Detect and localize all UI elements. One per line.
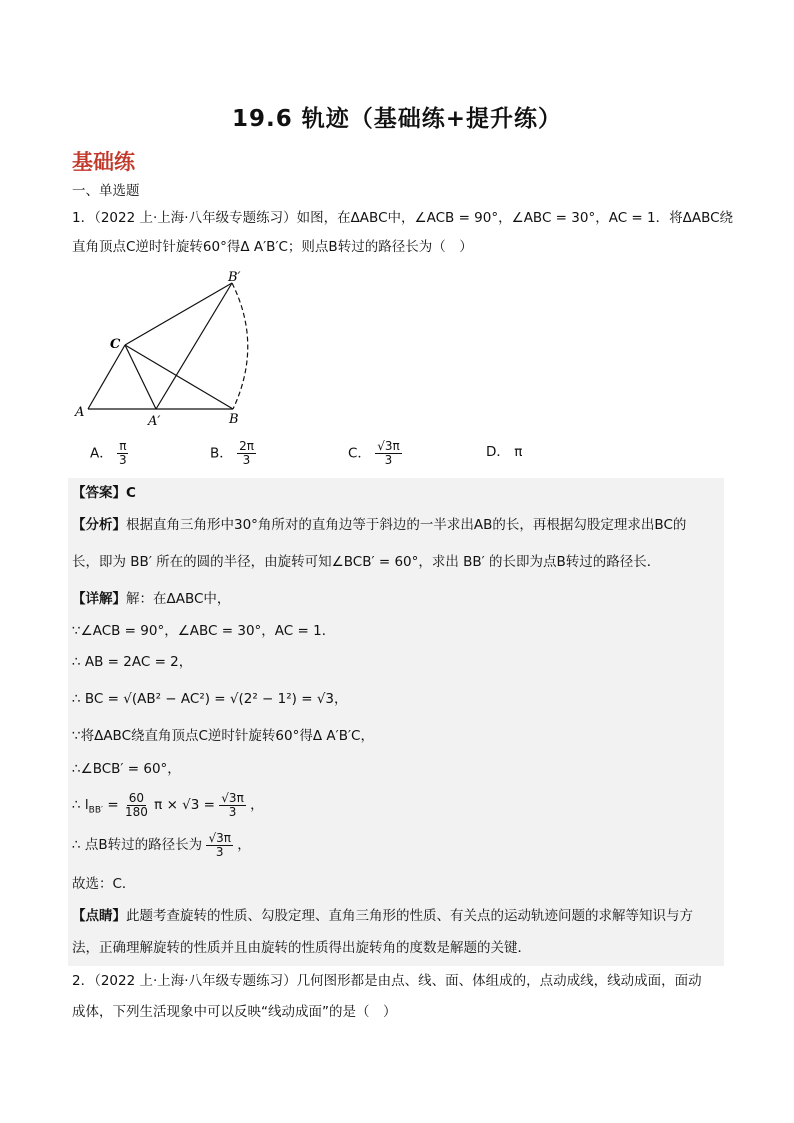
analysis-line2: 长，即为 BB′ 所在的圆的半径，由旋转可知∠BCB′ = 60°，求出 BB′ 的长即为点B转过的路径长． bbox=[72, 554, 661, 570]
detail-intro: 【详解】解：在ΔABC中， bbox=[72, 591, 231, 607]
label-C: C bbox=[110, 337, 121, 352]
label-B-prime: B′ bbox=[228, 270, 241, 285]
segment-A-prime-B-prime bbox=[156, 283, 232, 409]
detail-step-3: ∴ BC = √(AB² − AC²) = √(2² − 1²) = √3， bbox=[72, 691, 348, 707]
section-title: 基础练 bbox=[72, 150, 135, 174]
label-B: B bbox=[229, 412, 239, 427]
comment-line2: 法，正确理解旋转的性质并且由旋转的性质得出旋转角的度数是解题的关键． bbox=[72, 940, 531, 956]
option-c[interactable]: C． $\frac{√3\pi}{3}$ bbox=[348, 439, 400, 467]
detail-step-2: ∴ AB = 2AC = 2， bbox=[72, 654, 193, 670]
segment-AC bbox=[88, 345, 125, 409]
arc-BB-prime bbox=[232, 283, 248, 409]
q1-figure bbox=[70, 268, 270, 433]
label-A: A bbox=[75, 405, 85, 420]
q2-stem-line1: 2．（2022 上·上海·八年级专题练习）几何图形都是由点、线、面、体组成的，点动成线，线动成面，面动 bbox=[72, 973, 702, 989]
answer-line: 【答案】C bbox=[72, 485, 136, 501]
q2-stem-line2: 成体，下列生活现象中可以反映“线动成面”的是（ ） bbox=[72, 1004, 397, 1020]
detail-conclusion: ∴ 点B转过的路径长为 $\frac{√3\pi}{3}$ ， bbox=[72, 830, 251, 859]
option-d[interactable]: D． π bbox=[486, 444, 523, 460]
segment-CB bbox=[125, 345, 233, 409]
comment-line1: 【点睛】此题考查旋转的性质、勾股定理、直角三角形的性质、有关点的运动轨迹问题的求解等知识与方 bbox=[72, 908, 693, 924]
segment-CB-prime bbox=[125, 283, 232, 345]
page-title: 19.6 轨迹（基础练+提升练） bbox=[231, 106, 563, 132]
detail-choose: 故选：C． bbox=[72, 876, 136, 892]
q1-stem-line2: 直角顶点C逆时针旋转60°得Δ A′B′C；则点B转过的路径长为（ ） bbox=[72, 239, 473, 255]
label-A-prime: A′ bbox=[148, 414, 161, 429]
detail-step-5: ∴∠BCB′ = 60°， bbox=[72, 761, 181, 777]
detail-arc-length: ∴ $l_{BB'}$ = $\frac{60}{180}$ π × √3 = $\frac{√3\pi}{3}$ ， bbox=[72, 790, 264, 819]
detail-step-4: ∵将ΔABC绕直角顶点C逆时针旋转60°得Δ A′B′C， bbox=[72, 728, 374, 744]
subsection-title: 一、单选题 bbox=[72, 183, 140, 199]
detail-step-1: ∵∠ACB = 90°，∠ABC = 30°，AC = 1． bbox=[72, 623, 336, 639]
q1-stem-line1: 1．（2022 上·上海·八年级专题练习）如图，在ΔABC中，∠ACB = 90°，∠ABC = 30°，AC = 1．将ΔABC绕 bbox=[72, 210, 734, 226]
option-b[interactable]: B． $\frac{2\pi}{3}$ bbox=[210, 439, 254, 467]
analysis-line1: 【分析】根据直角三角形中30°角所对的直角边等于斜边的一半求出AB的长，再根据勾股定理求出BC的 bbox=[72, 517, 687, 533]
option-a[interactable]: A． $\frac{\pi}{3}$ bbox=[90, 439, 127, 467]
